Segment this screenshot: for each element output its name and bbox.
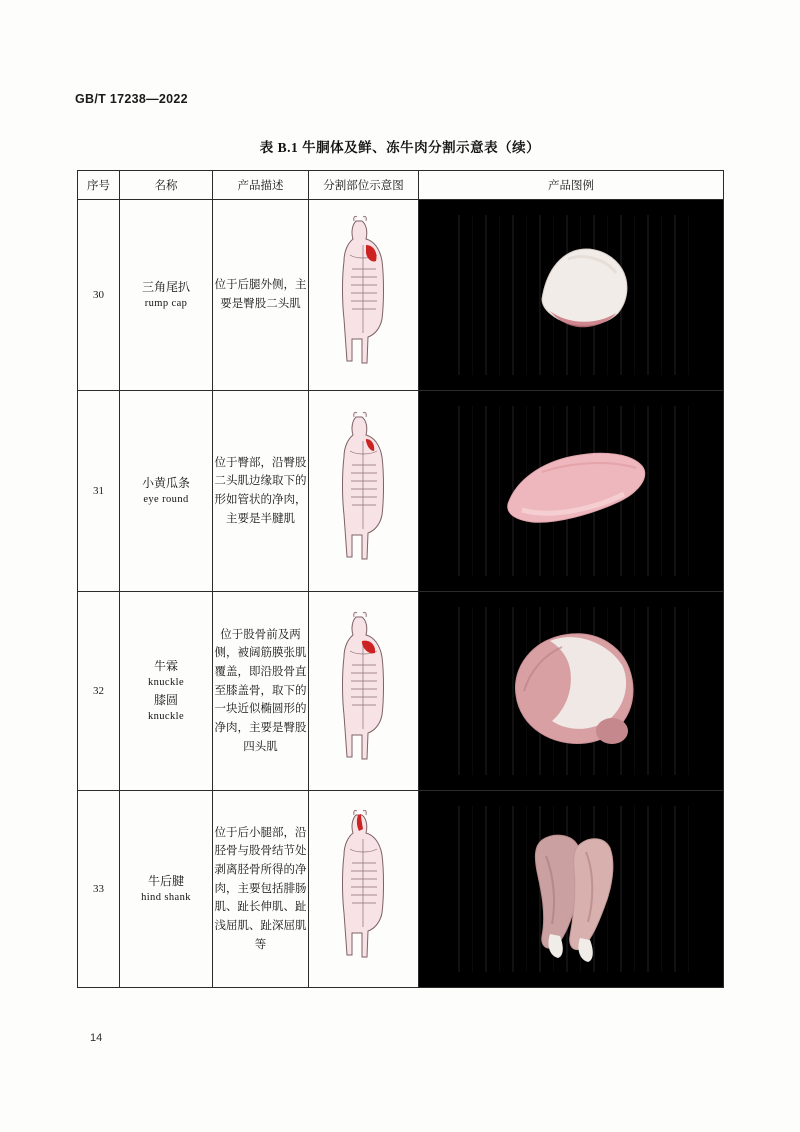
cut-table [77,170,724,988]
row-photo-cell [419,391,724,592]
row-name-en: knuckle [147,677,185,689]
table-row [78,791,724,988]
row-name-cn: 牛后腱 [147,874,184,889]
row-name [120,391,213,592]
cow-outline-knuckle-icon [309,592,418,790]
row-name-en: eye round [143,494,189,506]
cow-outline-eye-round-icon [309,391,418,591]
table-row [78,391,724,592]
table-row [78,200,724,391]
row-number: 31 [78,391,120,592]
row-photo-cell [419,200,724,391]
row-diagram-cell [309,791,419,988]
row-number: 33 [78,791,120,988]
column-header-no: 序号 [78,171,120,200]
row-name-en: hind shank [141,892,191,904]
row-photo-cell [419,592,724,791]
row-number: 32 [78,592,120,791]
table-title: 表 B.1 牛胴体及鲜、冻牛肉分割示意表（续） [259,140,541,155]
row-name-cn: 牛霖 [153,659,178,674]
beef-rump-cap-photo [446,215,696,375]
row-diagram-cell [309,200,419,391]
table-row [78,592,724,791]
table-header-row [78,171,724,200]
cow-outline-rump-cap-icon [309,200,418,390]
row-name-cn-alt: 膝圆 [153,693,178,707]
beef-hind-shank-photo [446,806,696,972]
column-header-description: 产品描述 [213,171,309,200]
row-name [120,592,213,791]
row-name-cn: 三角尾扒 [141,280,190,295]
cut-table-container [77,170,723,988]
row-description: 位于臀部，沿臀股二头肌边缘取下的形如管状的净肉，主要是半腱肌 [213,391,309,592]
row-name-en-alt: knuckle [147,711,185,722]
row-description: 位于股骨前及两侧，被阔筋膜张肌覆盖，即沿股骨直至膝盖骨，取下的一块近似椭圆形的净肉，主要是臀股四头肌 [213,592,309,791]
beef-knuckle-photo [446,607,696,775]
page-number: 14 [90,1032,103,1044]
row-description: 位于后小腿部，沿胫骨与股骨结节处剥离胫骨所得的净肉，主要包括腓肠肌、趾长伸肌、趾浅屈肌、趾深屈肌等 [213,791,309,988]
row-name-cn: 小黄瓜条 [141,476,190,491]
row-diagram-cell [309,391,419,592]
row-name-en: rump cap [144,298,188,310]
row-name [120,200,213,391]
row-photo-cell [419,791,724,988]
standard-number: GB/T 17238—2022 [75,92,188,106]
row-description: 位于后腿外侧，主要是臀股二头肌 [213,200,309,391]
row-name [120,791,213,988]
column-header-name: 名称 [120,171,213,200]
cow-outline-hind-shank-icon [309,791,418,987]
row-diagram-cell [309,592,419,791]
column-header-diagram: 分割部位示意图 [309,171,419,200]
row-number: 30 [78,200,120,391]
beef-eye-round-photo [446,406,696,576]
column-header-photo: 产品图例 [419,171,724,200]
